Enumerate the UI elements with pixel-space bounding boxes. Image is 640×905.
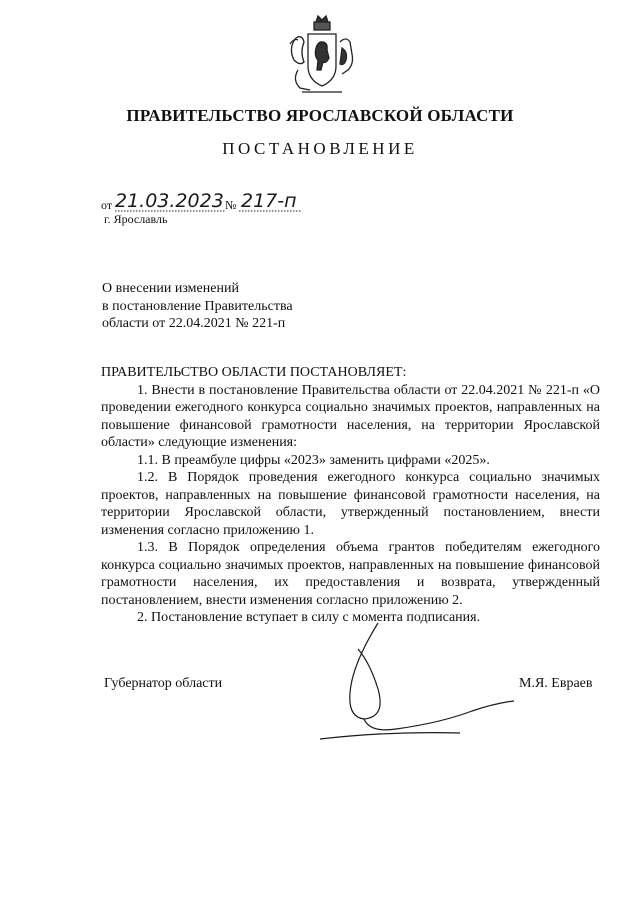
subject-line: области от 22.04.2021 № 221-п (102, 316, 286, 331)
clause-1-1: 1.1. В преамбуле цифры «2023» заменить цифрами «2025». (137, 452, 490, 468)
coat-of-arms-emblem (280, 8, 364, 98)
clause-1-2: 1.2. В Порядок проведения ежегодного конкурса социально значимых проектов, направленных на повышение финансовой грамотности населения, на территории Ярославской области, утвержденный постановлением, внести изменения согласно приложению 1. (101, 470, 600, 538)
document-subject (102, 280, 293, 333)
document-type-title: ПОСТАНОВЛЕНИЕ (222, 139, 418, 158)
clause-1-3: 1.3. В Порядок определения объема грантов победителям ежегодного конкурса социально значимых проектов, направленных на повышение финансовой грамотности населения, их предоставления и возврата, утвержденный постановлением, внести изменения согласно приложению 2. (101, 540, 600, 608)
document-body (101, 364, 600, 627)
signatory-name: М.Я. Евраев (519, 676, 593, 691)
resolution-heading: ПРАВИТЕЛЬСТВО ОБЛАСТИ ПОСТАНОВЛЯЕТ: (101, 365, 407, 380)
organization-title: ПРАВИТЕЛЬСТВО ЯРОСЛАВСКОЙ ОБЛАСТИ (126, 106, 514, 125)
signatory-position: Губернатор области (104, 676, 223, 691)
handwritten-number: 217-п (241, 190, 297, 212)
clause-1: 1. Внести в постановление Правительства области от 22.04.2021 № 221-п «О проведении ежегодного конкурса социально значимых проектов, направленных на повышение финансовой грамотности населения, на территории Ярославской области» следующие изменения: (101, 382, 600, 450)
clause-2: 2. Постановление вступает в силу с момента подписания. (137, 610, 481, 625)
handwritten-signature (300, 615, 520, 750)
city-label: г. Ярославль (104, 212, 168, 226)
date-prefix: от (101, 198, 113, 212)
subject-line: О внесении изменений (102, 281, 239, 296)
number-prefix: № (225, 198, 237, 212)
handwritten-date: 21.03.2023 (115, 190, 224, 212)
subject-line: в постановление Правительства (102, 298, 293, 314)
